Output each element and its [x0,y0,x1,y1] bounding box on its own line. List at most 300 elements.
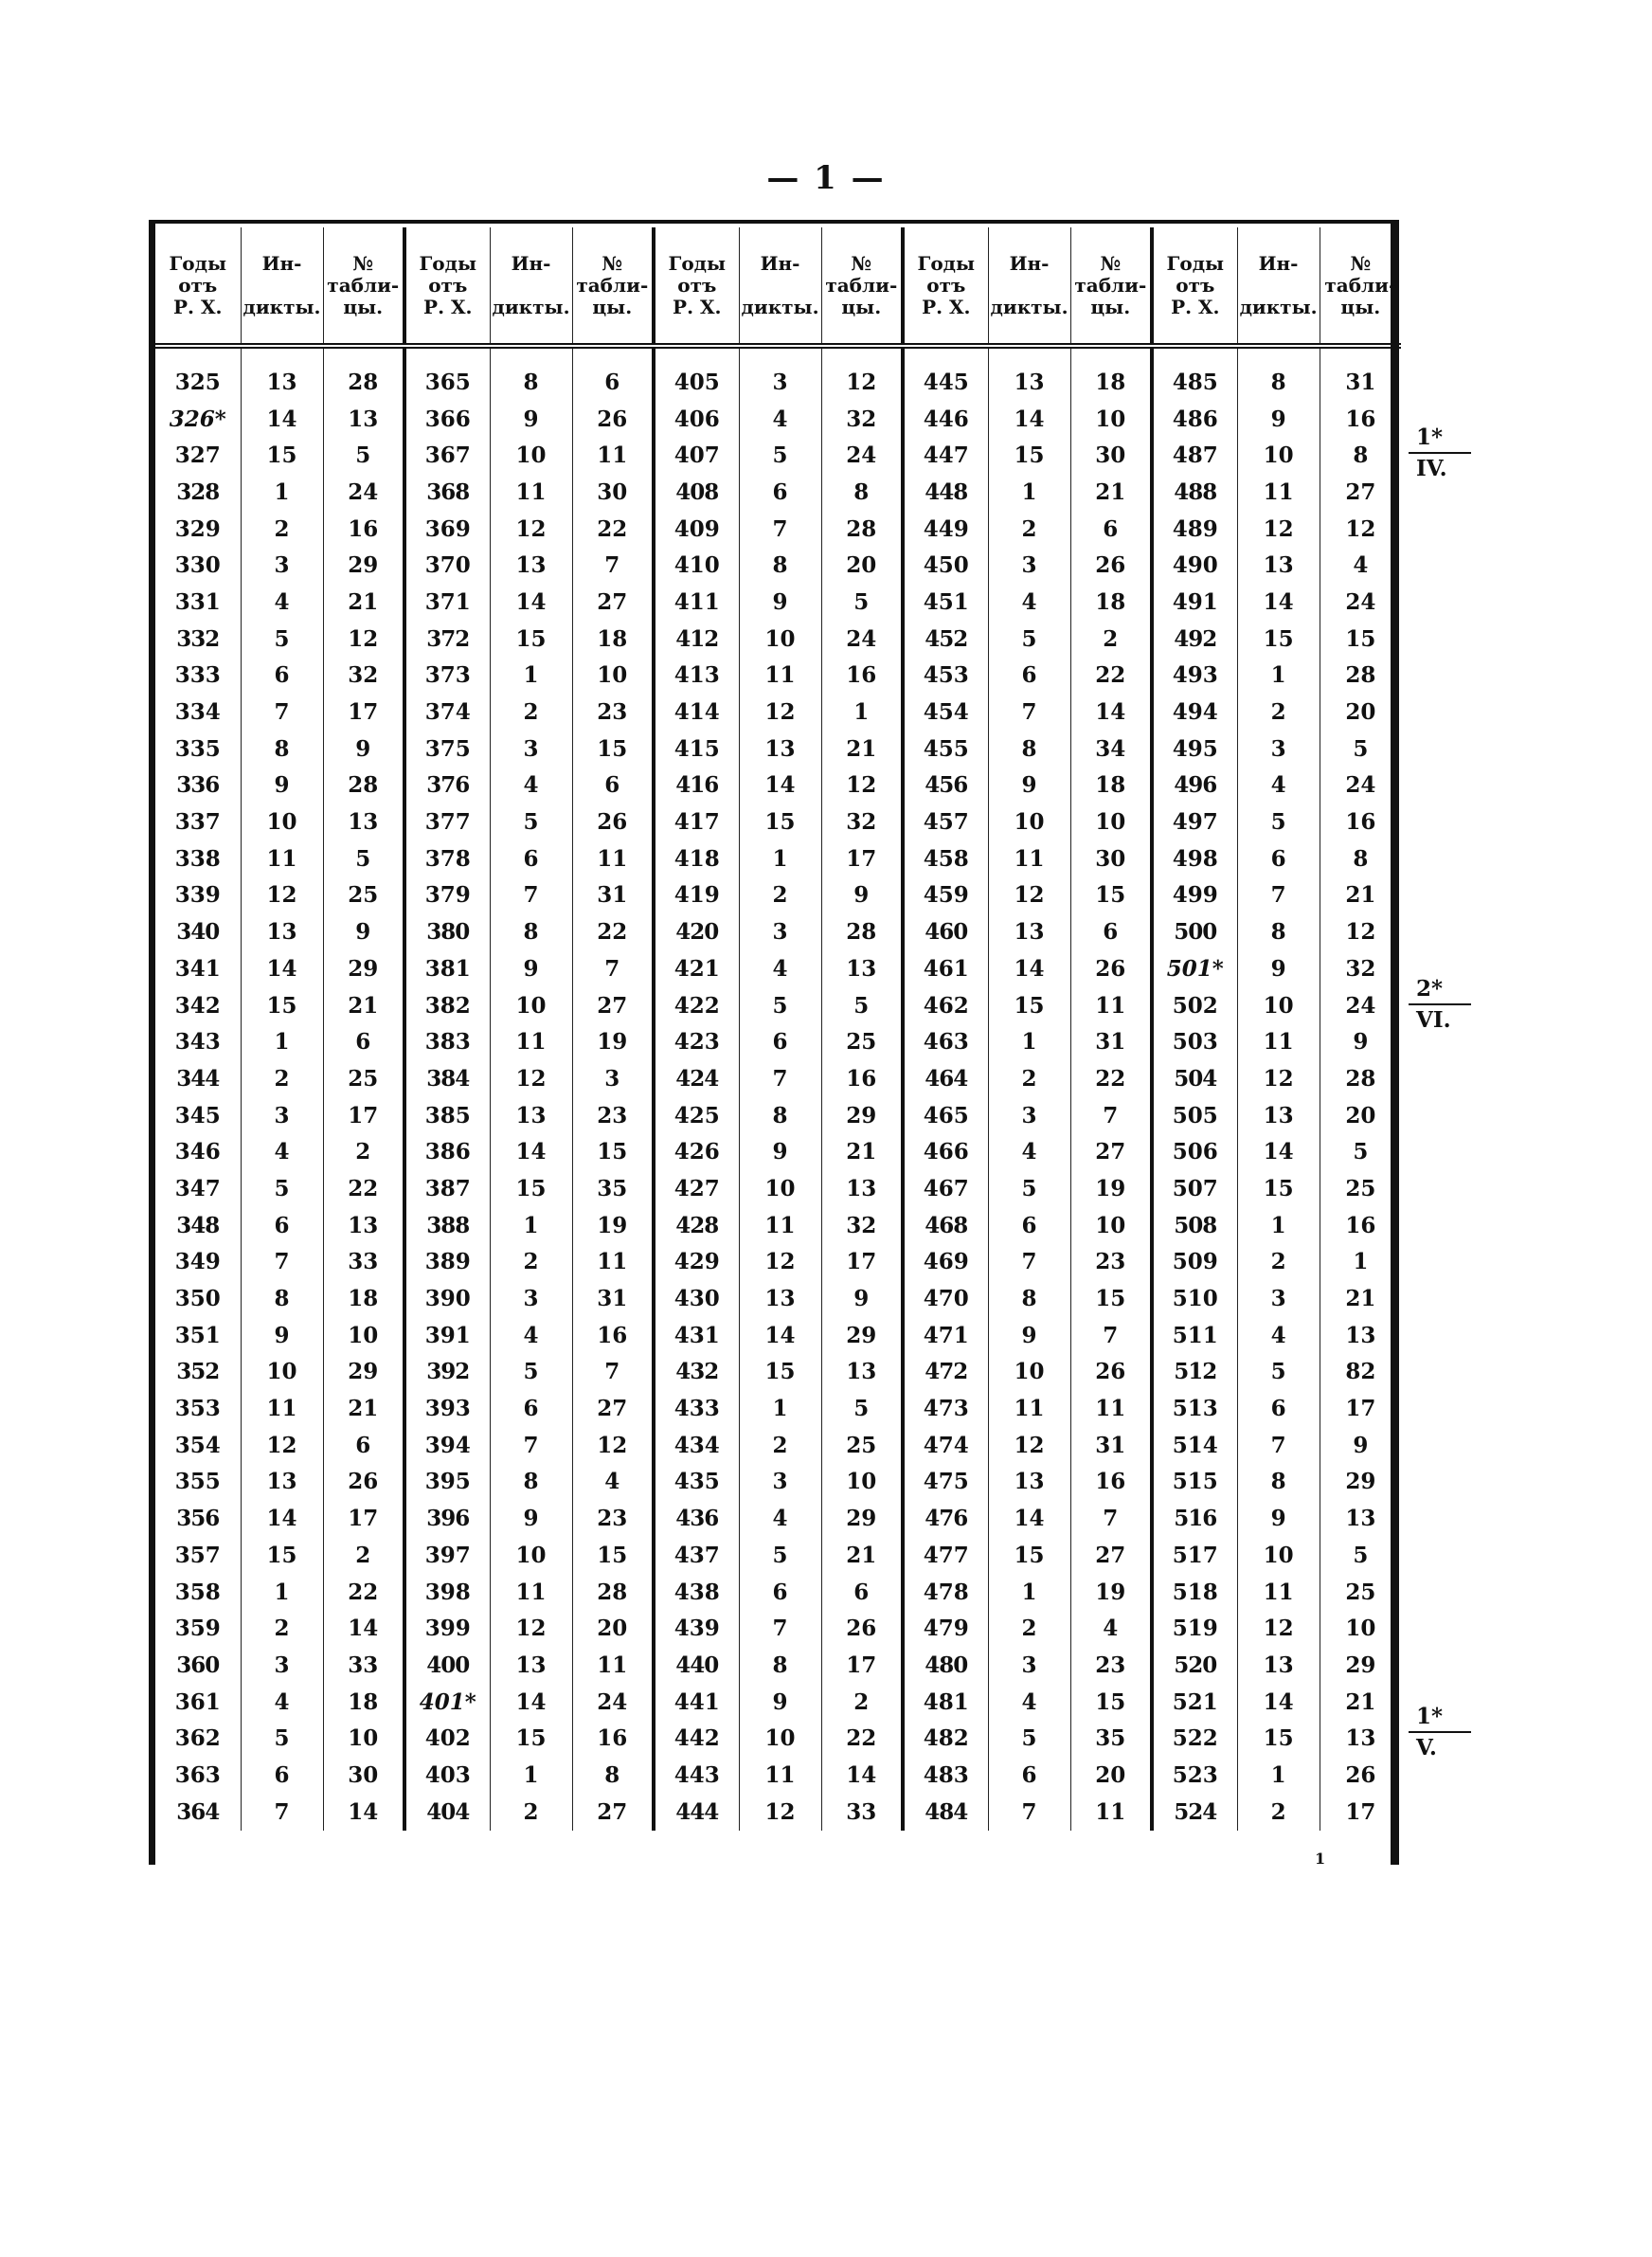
cell-table-no: 10 [323,1720,404,1757]
cell-year: 435 [654,1464,739,1501]
cell-indiction: 2 [490,1244,572,1281]
cell-table-no: 15 [1070,1684,1152,1721]
cell-year: 371 [404,584,490,621]
table-row [155,1097,1401,1134]
cell-indiction: 13 [1237,547,1320,584]
table-row [155,1170,1401,1207]
table-row [155,1574,1401,1611]
cell-table-no: 25 [1345,1175,1376,1201]
cell-indiction: 10 [241,1354,323,1391]
cell-year: 448 [903,474,988,511]
cell-table-no: 4 [1070,1610,1152,1647]
header-line: Годы [1166,251,1225,275]
cell-table-no: 7 [572,1354,654,1391]
cell-year: 492 [1152,621,1237,658]
cell-year: 441 [654,1684,739,1721]
cell-indiction: 11 [241,1390,323,1427]
table-row [155,1354,1401,1391]
cell-year: 386 [404,1133,490,1170]
table-row [155,621,1401,658]
cell-indiction: 12 [988,1427,1070,1464]
cell-table-no: 10 [1070,803,1152,840]
cell-year: 457 [903,803,988,840]
cell-year: 489 [1152,511,1237,548]
cell-table-no: 9 [1353,1432,1369,1458]
cell-table-no: 20 [821,547,903,584]
cell-table-no: 31 [1070,1427,1152,1464]
cell-indiction: 10 [739,1720,821,1757]
cell-table-no: 10 [1345,1616,1376,1642]
header-line [991,275,1068,297]
cell-indiction: 12 [490,1060,572,1097]
cell-year: 503 [1152,1023,1237,1060]
cell-indiction: 9 [241,1317,323,1354]
cell-indiction: 8 [1237,346,1320,401]
cell-indiction: 4 [988,584,1070,621]
cell-table-no: 23 [572,1500,654,1537]
cell-indiction: 14 [1237,1684,1320,1721]
cell-table-no: 32 [323,658,404,695]
cell-indiction: 10 [490,437,572,474]
cell-year: 344 [155,1060,241,1097]
cell-table-no: 12 [1345,919,1376,946]
cell-indiction: 12 [1237,1060,1320,1097]
cell-table-no: 11 [1070,1794,1152,1831]
cell-year: 476 [903,1500,988,1537]
cell-table-no: 26 [323,1464,404,1501]
cell-year: 341 [155,950,241,987]
cell-indiction: 2 [988,1060,1070,1097]
cell-year: 393 [404,1390,490,1427]
cell-indiction: 8 [1237,913,1320,950]
cell-table-no: 18 [572,621,654,658]
cell-year: 336 [155,767,241,804]
cell-year: 467 [903,1170,988,1207]
cell-table-no: 6 [323,1427,404,1464]
cell-year: 372 [404,621,490,658]
cell-indiction: 3 [1237,1280,1320,1317]
cell-indiction: 2 [739,877,821,914]
cell-year: 373 [404,658,490,695]
cell-year: 510 [1152,1280,1237,1317]
cell-table-no: 7 [572,950,654,987]
cell-year: 374 [404,694,490,731]
table-row [155,1023,1401,1060]
cell-table-no: 20 [1070,1757,1152,1794]
cell-table-no: 6 [572,767,654,804]
cell-table-no: 14 [821,1757,903,1794]
cell-table-no: 23 [1070,1244,1152,1281]
cell-table-no: 8 [1353,442,1369,469]
cell-year: 328 [155,474,241,511]
cell-table-no: 12 [821,346,903,401]
cell-table-no: 21 [1345,882,1376,909]
header-line: дикты. [242,295,321,318]
cell-year: 332 [155,621,241,658]
table-row [155,1684,1401,1721]
cell-table-no: 18 [1070,584,1152,621]
cell-year: 350 [155,1280,241,1317]
cell-indiction: 9 [739,1684,821,1721]
cell-table-no: 15 [572,731,654,767]
cell-year: 345 [155,1097,241,1134]
cell-indiction: 1 [490,1207,572,1244]
cell-year: 470 [903,1280,988,1317]
cell-year: 461 [903,950,988,987]
cell-year: 417 [654,803,739,840]
cell-table-no: 2 [1070,621,1152,658]
cell-year: 460 [903,913,988,950]
cell-indiction: 3 [241,1097,323,1134]
cell-table-no: 15 [572,1133,654,1170]
cell-year: 468 [903,1207,988,1244]
table-row [155,658,1401,695]
cell-indiction: 14 [241,401,323,438]
cell-indiction: 5 [1237,803,1320,840]
cell-table-no: 29 [323,547,404,584]
cell-indiction: 4 [490,1317,572,1354]
table-row [155,1757,1401,1794]
cell-year: 443 [654,1757,739,1794]
cell-indiction: 5 [241,1170,323,1207]
cell-indiction: 11 [241,840,323,877]
cell-year: 444 [654,1794,739,1831]
cell-year: 326* [155,401,241,438]
cell-indiction: 8 [988,731,1070,767]
cell-table-no: 31 [572,1280,654,1317]
cell-year: 463 [903,1023,988,1060]
cell-indiction: 2 [1237,1244,1320,1281]
cell-year: 487 [1152,437,1237,474]
cell-indiction: 5 [739,437,821,474]
cell-table-no: 21 [1345,1688,1376,1715]
cell-year: 456 [903,767,988,804]
cell-year: 388 [404,1207,490,1244]
cell-table-no: 7 [1070,1097,1152,1134]
table-row [155,547,1401,584]
cell-indiction: 12 [490,1610,572,1647]
cell-year: 447 [903,437,988,474]
cell-indiction: 12 [739,1794,821,1831]
cell-indiction: 3 [241,547,323,584]
cell-year: 465 [903,1097,988,1134]
header-line: № [1350,251,1372,275]
cell-indiction: 6 [988,658,1070,695]
cell-indiction: 12 [739,694,821,731]
indiction-table [155,227,1401,1831]
cell-table-no: 26 [1070,1354,1152,1391]
cell-year: 343 [155,1023,241,1060]
cell-year: 401* [404,1684,490,1721]
cell-table-no: 21 [821,731,903,767]
cell-indiction: 5 [490,803,572,840]
cell-indiction: 10 [1237,987,1320,1024]
cell-indiction: 2 [490,1794,572,1831]
cell-indiction: 1 [1237,1207,1320,1244]
header-line: табли- [1324,273,1397,297]
cell-table-no: 26 [821,1610,903,1647]
cell-indiction: 9 [1237,1500,1320,1537]
cell-indiction: 14 [241,1500,323,1537]
cell-indiction: 7 [739,1610,821,1647]
cell-table-no: 7 [1070,1500,1152,1537]
cell-indiction: 10 [1237,437,1320,474]
cell-table-no: 17 [323,1097,404,1134]
cell-indiction: 1 [988,474,1070,511]
cell-table-no: 29 [323,950,404,987]
cell-year: 370 [404,547,490,584]
cell-indiction: 11 [739,1207,821,1244]
cell-year: 511 [1152,1317,1237,1354]
cell-year: 331 [155,584,241,621]
cell-table-no: 33 [323,1244,404,1281]
cell-year: 481 [903,1684,988,1721]
cell-table-no: 27 [1345,478,1376,505]
header-line: отъ [926,273,966,297]
cell-table-no: 25 [323,877,404,914]
cell-indiction: 4 [988,1133,1070,1170]
cell-year: 452 [903,621,988,658]
header-line: дикты. [492,295,570,318]
table-row [155,877,1401,914]
cell-indiction: 14 [1237,1133,1320,1170]
cell-indiction: 4 [490,767,572,804]
cell-year: 330 [155,547,241,584]
header-line: дикты. [990,295,1068,318]
cell-year: 361 [155,1684,241,1721]
cell-indiction: 9 [1237,401,1320,438]
cell-table-no: 16 [572,1317,654,1354]
cell-table-no: 21 [323,987,404,1024]
cell-year: 518 [1152,1574,1237,1611]
cell-indiction: 14 [1237,584,1320,621]
cell-indiction: 6 [1237,1390,1320,1427]
cell-table-no: 9 [323,913,404,950]
cell-year: 339 [155,877,241,914]
cell-indiction: 1 [241,1574,323,1611]
cell-table-no: 18 [1070,346,1152,401]
cell-year: 478 [903,1574,988,1611]
cell-indiction: 3 [1237,731,1320,767]
cell-year: 446 [903,401,988,438]
cell-indiction: 12 [241,1427,323,1464]
cell-year: 421 [654,950,739,987]
cell-indiction: 6 [241,658,323,695]
cell-table-no: 28 [821,511,903,548]
header-year [404,227,490,346]
cell-table-no: 32 [821,401,903,438]
cell-table-no: 24 [821,437,903,474]
cell-table-no: 26 [1345,1761,1376,1788]
cell-year: 379 [404,877,490,914]
cell-table-no: 25 [323,1060,404,1097]
cell-indiction: 6 [988,1207,1070,1244]
header-line: № [851,251,872,275]
cell-table-no: 27 [572,584,654,621]
cell-indiction: 9 [988,1317,1070,1354]
cell-table-no: 13 [821,1170,903,1207]
cell-table-no: 8 [821,474,903,511]
cell-year: 403 [404,1757,490,1794]
cell-year: 385 [404,1097,490,1134]
cell-table-no: 28 [572,1574,654,1611]
table-row [155,1427,1401,1464]
cell-year: 409 [654,511,739,548]
cell-year: 502 [1152,987,1237,1024]
table-body [155,346,1401,1831]
cell-indiction: 7 [988,1244,1070,1281]
cell-year: 347 [155,1170,241,1207]
page-number: — 1 — [766,159,886,197]
header-table [572,227,654,346]
cell-table-no: 22 [572,511,654,548]
cell-year: 392 [404,1354,490,1391]
cell-table-no: 15 [572,1537,654,1574]
cell-indiction: 12 [739,1244,821,1281]
cell-table-no: 21 [821,1537,903,1574]
table-row [155,840,1401,877]
header-indict [241,227,323,346]
table-row [155,1060,1401,1097]
cell-year: 494 [1152,694,1237,731]
cell-table-no: 29 [821,1317,903,1354]
table-row [155,767,1401,804]
cell-year: 471 [903,1317,988,1354]
header-line: цы. [1340,295,1381,318]
cell-year: 423 [654,1023,739,1060]
cell-year: 425 [654,1097,739,1134]
table-row [155,1794,1401,1831]
cell-year: 405 [654,346,739,401]
cell-year: 366 [404,401,490,438]
cell-table-no: 18 [1070,767,1152,804]
table-row [155,1244,1401,1281]
cell-year: 491 [1152,584,1237,621]
cell-table-no: 2 [323,1537,404,1574]
cell-indiction: 11 [988,840,1070,877]
cell-year: 346 [155,1133,241,1170]
cell-table-no: 2 [323,1133,404,1170]
cell-table-no: 27 [572,1794,654,1831]
cell-year: 398 [404,1574,490,1611]
header-line: № [352,251,374,275]
cell-indiction: 13 [1237,1097,1320,1134]
cell-indiction: 6 [988,1757,1070,1794]
cell-year: 387 [404,1170,490,1207]
cell-year: 381 [404,950,490,987]
cell-table-no: 16 [1345,406,1376,432]
cell-year: 424 [654,1060,739,1097]
cell-table-no: 29 [821,1500,903,1537]
margin-note-cycle [1409,1704,1471,1760]
cell-table-no: 6 [821,1574,903,1611]
cell-table-no: 11 [572,840,654,877]
cell-year: 445 [903,346,988,401]
cell-indiction: 11 [739,1757,821,1794]
cell-indiction: 8 [490,346,572,401]
cell-indiction: 5 [241,621,323,658]
cell-year: 410 [654,547,739,584]
cell-indiction: 4 [739,401,821,438]
cell-table-no: 21 [1070,474,1152,511]
margin-note-cycle [1409,976,1471,1033]
cell-year: 515 [1152,1464,1237,1501]
cell-year: 356 [155,1500,241,1537]
cell-indiction: 10 [739,1170,821,1207]
cell-indiction: 15 [988,1537,1070,1574]
cell-table-no: 24 [323,474,404,511]
cell-indiction: 3 [988,1097,1070,1134]
header-line [243,275,321,297]
cell-table-no: 21 [323,584,404,621]
cell-indiction: 4 [739,950,821,987]
cell-year: 453 [903,658,988,695]
header-line: Годы [419,251,477,275]
cell-year: 459 [903,877,988,914]
cell-table-no: 9 [323,731,404,767]
cell-table-no: 33 [323,1647,404,1684]
cell-indiction: 15 [1237,621,1320,658]
cell-year: 419 [654,877,739,914]
header-line: Ин- [1009,251,1050,275]
cell-indiction: 7 [1237,877,1320,914]
cell-table-no: 17 [1345,1396,1376,1422]
cell-year: 395 [404,1464,490,1501]
cell-indiction: 7 [739,511,821,548]
cell-table-no: 22 [323,1170,404,1207]
cell-table-no: 5 [1353,1139,1369,1165]
cell-table-no: 21 [323,1390,404,1427]
cell-table-no: 30 [323,1757,404,1794]
cell-year: 504 [1152,1060,1237,1097]
cell-year: 522 [1152,1720,1237,1757]
header-table [821,227,903,346]
cell-year: 432 [654,1354,739,1391]
cell-indiction: 4 [241,584,323,621]
cell-indiction: 13 [241,913,323,950]
cell-indiction: 13 [988,346,1070,401]
cell-table-no: 16 [1070,1464,1152,1501]
table-row [155,511,1401,548]
cell-table-no: 20 [1345,699,1376,726]
cell-table-no: 10 [323,1317,404,1354]
cell-table-no: 24 [1345,772,1376,799]
cell-table-no: 26 [572,401,654,438]
cell-year: 501* [1152,950,1237,987]
header-table [323,227,404,346]
table-row [155,1280,1401,1317]
cell-year: 357 [155,1537,241,1574]
cell-indiction: 5 [988,1170,1070,1207]
cell-table-no: 11 [572,437,654,474]
cell-indiction: 1 [988,1023,1070,1060]
table-row [155,584,1401,621]
cell-year: 483 [903,1757,988,1794]
cell-indiction: 8 [1237,1464,1320,1501]
cell-year: 368 [404,474,490,511]
cell-indiction: 9 [988,767,1070,804]
cell-year: 408 [654,474,739,511]
cell-year: 325 [155,346,241,401]
cell-year: 367 [404,437,490,474]
cell-table-no: 16 [572,1720,654,1757]
cell-table-no: 10 [1070,401,1152,438]
header-line [1240,275,1318,297]
cell-year: 355 [155,1464,241,1501]
cell-indiction: 1 [1237,658,1320,695]
cell-year: 506 [1152,1133,1237,1170]
table-row [155,474,1401,511]
